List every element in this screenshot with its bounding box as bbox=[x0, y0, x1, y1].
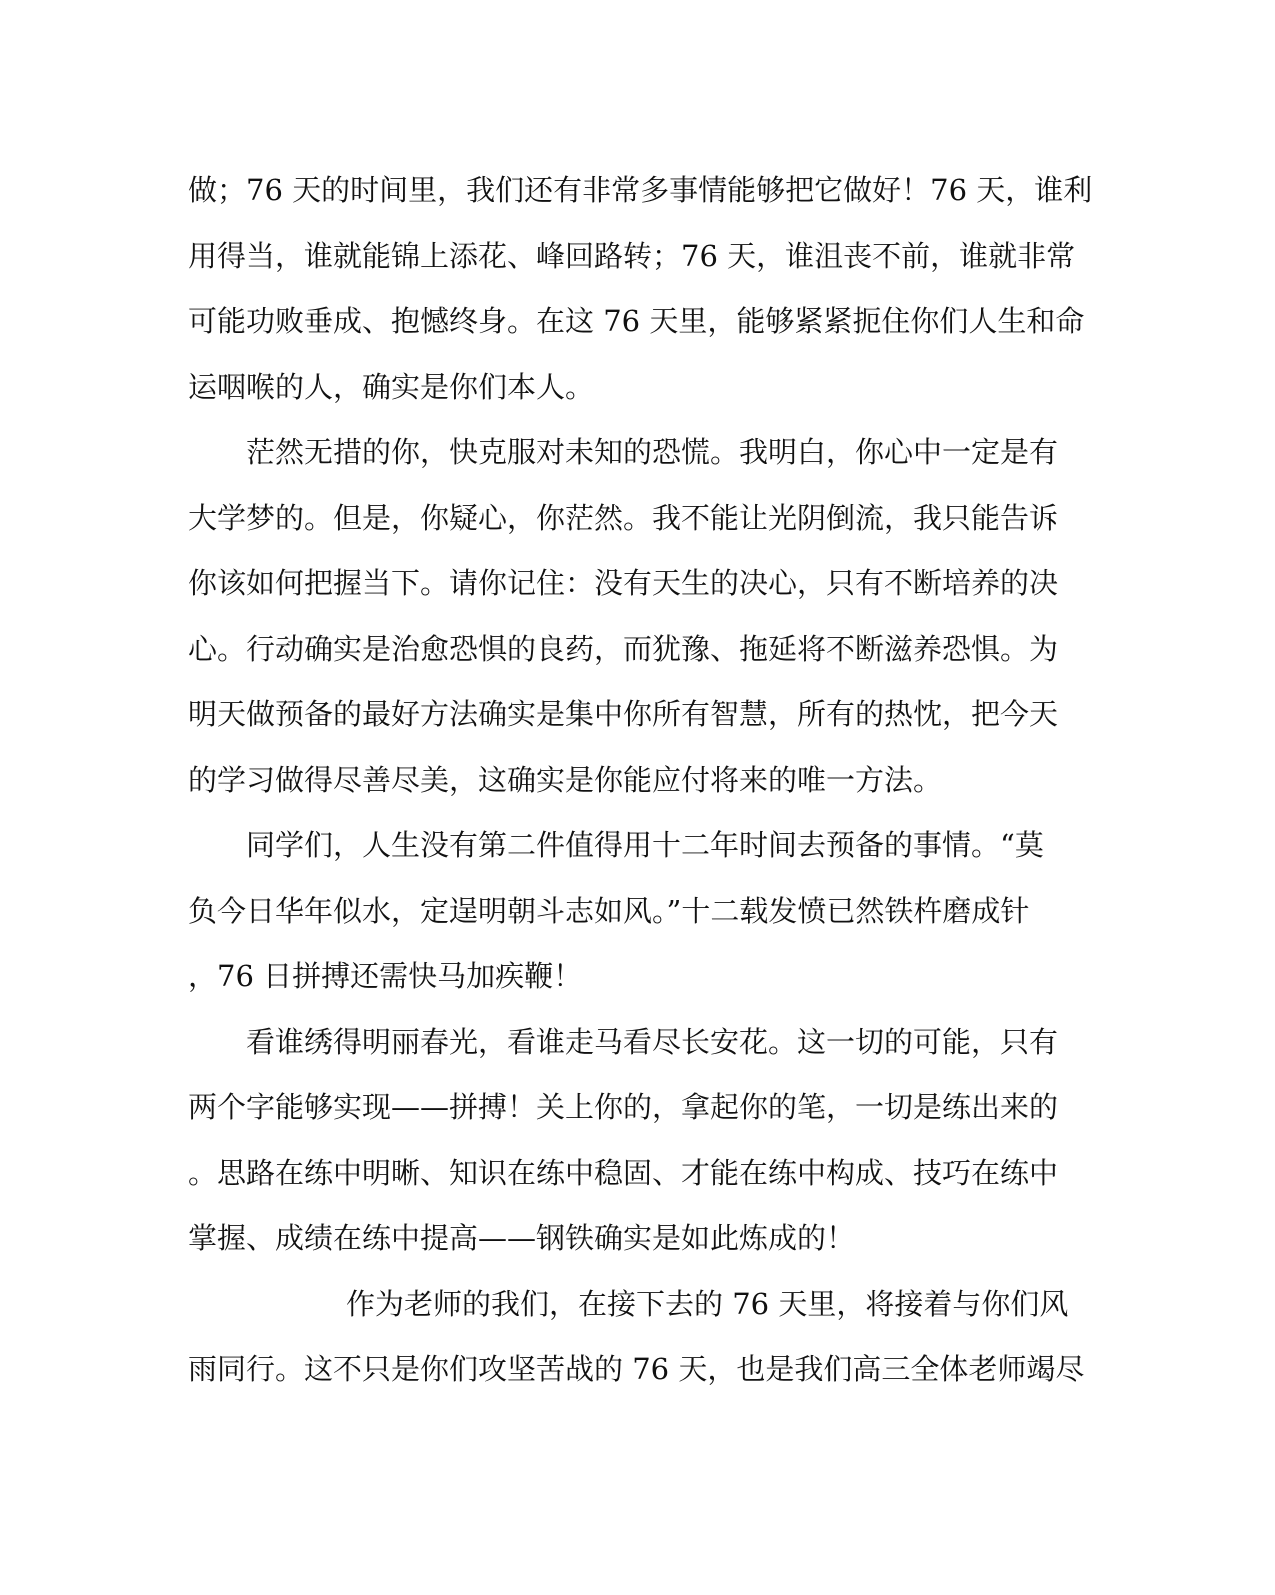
text-line: 雨同行。这不只是你们攻坚苦战的 76 天，也是我们高三全体老师竭尽 bbox=[188, 1352, 1085, 1386]
text-line: 。思路在练中明晰、知识在练中稳固、才能在练中构成、技巧在练中 bbox=[188, 1155, 1059, 1190]
text-line: 作为老师的我们，在接下去的 76 天里，将接着与你们风 bbox=[346, 1286, 1069, 1321]
text-line: 运咽喉的人，确实是你们本人。 bbox=[188, 369, 595, 404]
text-line: 茫然无措的你，快克服对未知的恐慌。我明白，你心中一定是有 bbox=[246, 435, 1059, 469]
text-line: 心。行动确实是治愈恐惧的良药，而犹豫、拖延将不断滋养恐惧。为 bbox=[188, 631, 1059, 666]
text-line: 你该如何把握当下。请你记住：没有天生的决心，只有不断培养的决 bbox=[188, 566, 1059, 600]
text-line: 大学梦的。但是，你疑心，你茫然。我不能让光阴倒流，我只能告诉 bbox=[188, 500, 1059, 535]
text-line: 的学习做得尽善尽美，这确实是你能应付将来的唯一方法。 bbox=[188, 762, 943, 797]
text-line: ，76 日拼搏还需快马加疾鞭！ bbox=[188, 959, 583, 993]
text-line: 掌握、成绩在练中提高——钢铁确实是如此炼成的！ bbox=[188, 1221, 856, 1255]
text-line: 明天做预备的最好方法确实是集中你所有智慧，所有的热忱，把今天 bbox=[188, 697, 1059, 731]
text-line: 用得当，谁就能锦上添花、峰回路转；76 天，谁沮丧不前，谁就非常 bbox=[188, 238, 1076, 273]
text-line: 两个字能够实现——拼搏！关上你的，拿起你的笔，一切是练出来的 bbox=[188, 1090, 1059, 1124]
body-text bbox=[188, 158, 1093, 1403]
text-line: 做；76 天的时间里，我们还有非常多事情能够把它做好！76 天，谁利 bbox=[188, 173, 1093, 207]
text-line: 同学们，人生没有第二件值得用十二年时间去预备的事情。“莫 bbox=[246, 828, 1044, 862]
text-line: 可能功败垂成、抱憾终身。在这 76 天里，能够紧紧扼住你们人生和命 bbox=[188, 304, 1085, 338]
text-line: 负今日华年似水，定逞明朝斗志如风。”十二载发愤已然铁杵磨成针 bbox=[188, 893, 1030, 928]
text-line: 看谁绣得明丽春光，看谁走马看尽长安花。这一切的可能，只有 bbox=[246, 1024, 1059, 1059]
